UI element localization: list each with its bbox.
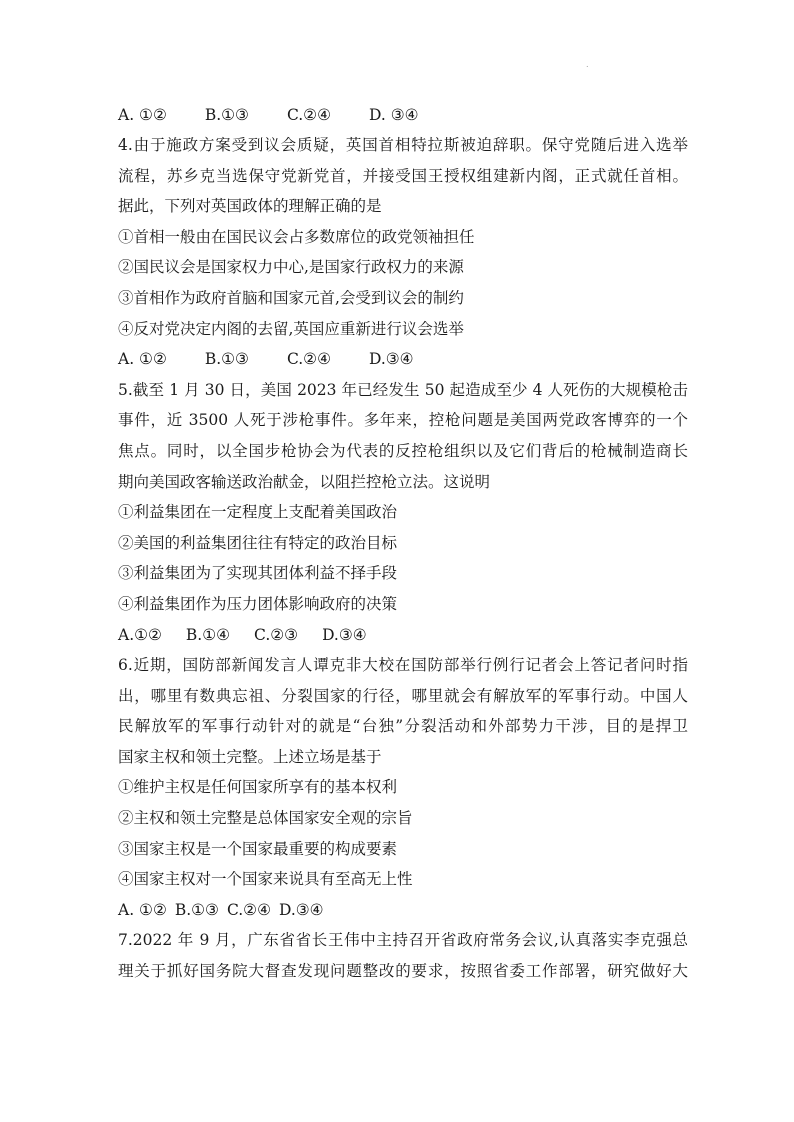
q3-option-a[interactable]: A. ①②	[118, 106, 167, 124]
q4-stem-line: 4.由于施政方案受到议会质疑，英国首相特拉斯被迫辞职。保守党随后进入选举	[118, 136, 688, 154]
q6-option-a[interactable]: A. ①②	[118, 900, 167, 919]
q4-option-d[interactable]: D.③④	[368, 350, 414, 369]
q4-statement-3: ③首相作为政府首脑和国家元首,会受到议会的制约	[118, 288, 464, 307]
q5-statement-3: ③利益集团为了实现其团体利益不择手段	[118, 564, 398, 583]
q6-statement-4: ④国家主权对一个国家来说具有至高无上性	[118, 870, 413, 889]
q6-stem-line: 6.近期，国防部新闻发言人谭克非大校在国防部举行例行记者会上答记者问时指	[118, 656, 688, 675]
q4-stem-line: 流程，苏乡克当选保守党新党首，并接受国王授权组建新内阁，正式就任首相。	[118, 166, 688, 185]
q5-options	[118, 620, 688, 651]
q6-statement-2: ②主权和领土完整是总体国家安全观的宗旨	[118, 809, 413, 828]
q5-option-b[interactable]: B.①④	[185, 625, 231, 644]
q6-option-d[interactable]: D.③④	[278, 900, 324, 919]
q5-stem-line: 事件，近 3500 人死于涉枪事件。多年来，控枪问题是美国两党政客博弈的一个	[118, 411, 688, 430]
question-content	[118, 100, 688, 987]
q5-stem-line: 期向美国政客输送政治献金，以阻拦控枪立法。这说明	[118, 472, 491, 491]
q4-options	[118, 344, 688, 375]
q4-statement-1: ①首相一般由在国民议会占多数席位的政党领袖担任	[118, 227, 475, 246]
q4-stem-line: 据此，下列对英国政体的理解正确的是	[118, 197, 382, 216]
q5-option-a[interactable]: A.①②	[118, 625, 162, 644]
q6-options	[118, 895, 688, 926]
q6-stem-line: 国家主权和领土完整。上述立场是基于	[118, 747, 382, 766]
q5-option-d[interactable]: D.③④	[322, 625, 367, 644]
q7-stem-line: 7.2022 年 9 月，广东省省长王伟中主持召开省政府常务会议,认真落实李克强总	[118, 931, 688, 950]
q6-stem-line: 民解放军的军事行动针对的就是“台独”分裂活动和外部势力干涉，目的是捍卫	[118, 717, 688, 736]
q5-stem-line: 焦点。同时，以全国步枪协会为代表的反控枪组织以及它们背后的枪械制造商长	[118, 441, 688, 460]
q4-option-b[interactable]: B.①③	[204, 350, 249, 369]
q4-statement-2: ②国民议会是国家权力中心,是国家行政权力的来源	[118, 258, 464, 277]
q6-option-b[interactable]: B.①③	[174, 900, 219, 919]
q5-statement-1: ①利益集团在一定程度上支配着美国政治	[118, 503, 398, 522]
q6-statement-3: ③国家主权是一个国家最重要的构成要素	[118, 839, 398, 858]
q3-option-b[interactable]: B.①③	[204, 106, 249, 124]
q5-option-c[interactable]: C.②③	[254, 625, 299, 644]
q3-option-d[interactable]: D. ③④	[368, 106, 419, 124]
q5-statement-4: ④利益集团作为压力团体影响政府的决策	[118, 594, 398, 613]
q4-option-c[interactable]: C.②④	[286, 350, 331, 369]
q5-stem-line: 5.截至 1 月 30 日，美国 2023 年已经发生 50 起造成至少 4 人死伤的大规模枪击	[118, 380, 688, 399]
q4-statement-4: ④反对党决定内阁的去留,英国应重新进行议会选举	[118, 319, 464, 338]
q3-options	[118, 100, 688, 130]
page-mark: .	[586, 60, 589, 69]
q4-option-a[interactable]: A. ①②	[118, 350, 167, 369]
q3-option-c[interactable]: C.②④	[286, 106, 331, 124]
q6-option-c[interactable]: C.②④	[226, 900, 271, 919]
q5-statement-2: ②美国的利益集团往往有特定的政治目标	[118, 533, 398, 552]
q7-stem-line: 理关于抓好国务院大督查发现问题整改的要求，按照省委工作部署，研究做好大	[118, 962, 688, 981]
q6-stem-line: 出，哪里有数典忘祖、分裂国家的行径，哪里就会有解放军的军事行动。中国人	[118, 686, 688, 705]
q6-statement-1: ①维护主权是任何国家所享有的基本权利	[118, 778, 398, 797]
